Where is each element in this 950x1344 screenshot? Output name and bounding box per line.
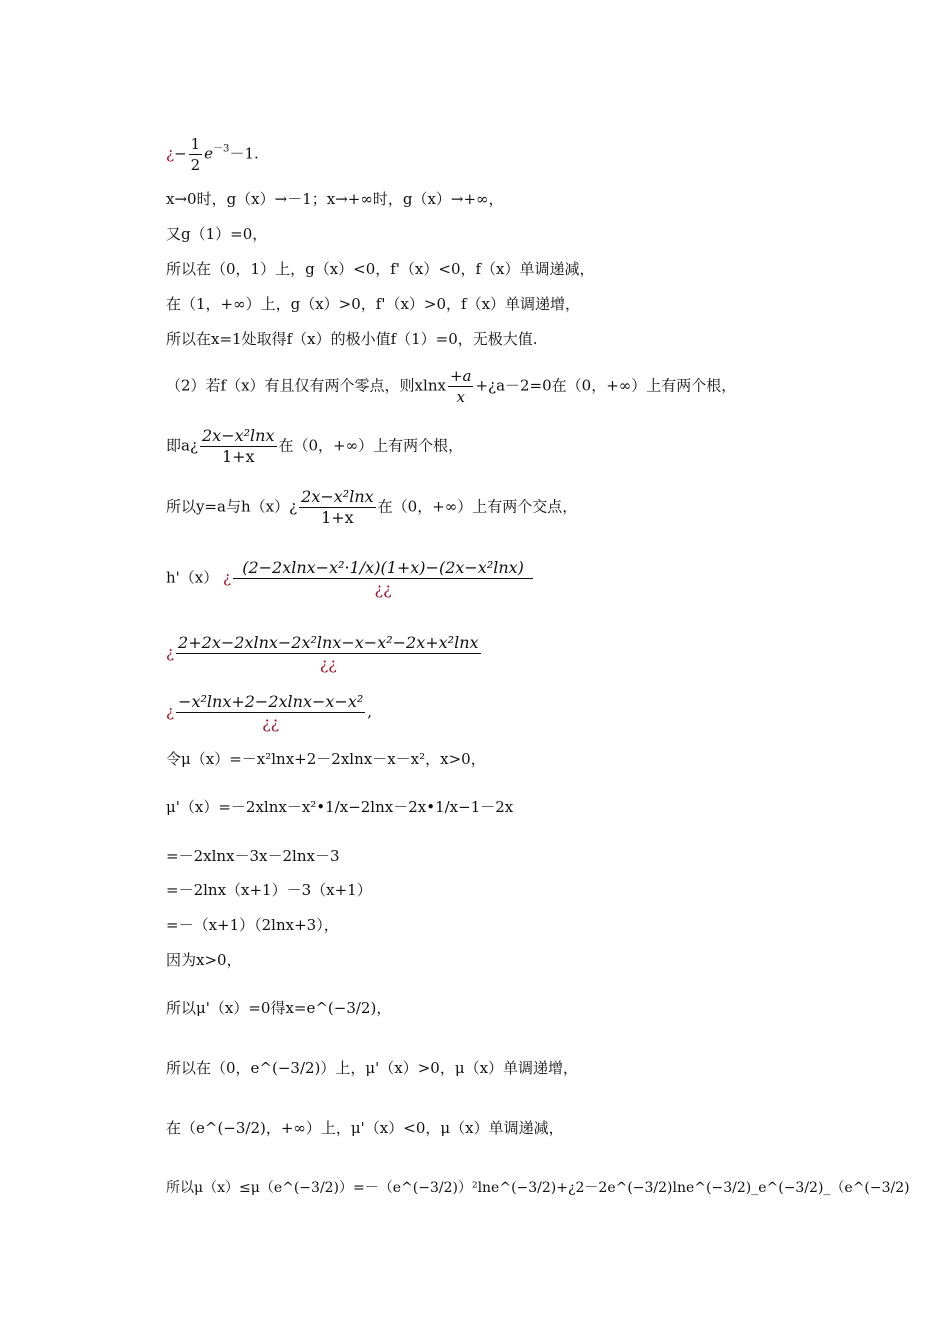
fraction-derivative-1: (2−2xlnx−x²·1/x)(1+x)−(2x−x²lnx) ¿¿	[233, 558, 533, 599]
line-12: ¿ −x²lnx+2−2xlnx−x−x² ¿¿ ,	[166, 692, 373, 732]
line-11: ¿ 2+2x−2xlnx−2x²lnx−x−x²−2x+x²lnx ¿¿	[166, 633, 479, 673]
line-3: 又g（1）=0，	[166, 225, 268, 243]
line-4: 所以在（0，1）上，g（x）<0，f'（x）<0，f（x）单调递减，	[166, 260, 595, 278]
fraction-half: $\frac{1}{2}$	[190, 135, 201, 174]
line-21: 在（e^(−3/2)，+∞）上，μ'（x）<0，μ（x）单调递减，	[166, 1119, 564, 1137]
fraction-h2: $\frac{\text{2x−x²lnx}}{1+x}$	[301, 487, 374, 527]
line-18: 因为x>0，	[166, 951, 242, 969]
line-5: 在（1，+∞）上，g（x）>0，f'（x）>0，f（x）单调递增，	[166, 295, 581, 313]
line-6: 所以在x=1处取得f（x）的极小值f（1）=0，无极大值.	[166, 330, 538, 348]
line-9: 所以y=a与h（x）¿ $\frac{\text{2x−x²lnx}}{1+x}$ 在（0，+∞）上有两个交点，	[166, 487, 578, 527]
line-20: 所以在（0，e^(−3/2)）上，μ'（x）>0，μ（x）单调递增，	[166, 1059, 579, 1077]
fraction-derivative-3: −x²lnx+2−2xlnx−x−x² ¿¿	[178, 692, 364, 732]
line-1: ¿− $\frac{1}{2}$ $e^{-3}-1$.	[166, 135, 259, 174]
fraction-derivative-2: 2+2x−2xlnx−2x²lnx−x−x²−2x+x²lnx ¿¿	[178, 633, 479, 673]
fraction-a-over-x: $\frac{+a}{x}$	[449, 367, 472, 406]
line-14: μ'（x）=－2xlnx－x²•1/x−2lnx－2x•1/x−1－2x	[166, 798, 514, 816]
line-10: h'（x） ¿ (2−2xlnx−x²·1/x)(1+x)−(2x−x²lnx) ¿¿	[166, 558, 535, 599]
line-16: =－2lnx（x+1）－3（x+1）	[166, 881, 372, 899]
line-22: 所以μ（x）≤μ（e^(−3/2)）=－（e^(−3/2)）²lne^(−3/2)+¿2－2e^(−3/2)lne^(−3/2)_e^(−3/2)_（e^(−3/2)	[166, 1180, 910, 1196]
line-19: 所以μ'（x）=0得x=e^(−3/2)，	[166, 999, 392, 1017]
line-17: =－（x+1）（2lnx+3），	[166, 916, 339, 934]
line-13: 令μ（x）=－x²lnx+2－2xlnx－x－x²，x>0，	[166, 750, 486, 768]
line-7: （2）若f（x）有且仅有两个零点，则xlnx $\frac{+a}{x}$ +¿a－2=0在（0，+∞）上有两个根，	[166, 367, 737, 406]
fraction-h: $\frac{\text{2x−x²lnx}}{1+x}$	[202, 426, 275, 466]
line-2: x→0时，g（x）→－1；x→+∞时，g（x）→+∞，	[166, 190, 504, 208]
line-8: 即a¿ $\frac{\text{2x−x²lnx}}{1+x}$ 在（0，+∞）上有两个根，	[166, 426, 464, 466]
line-15: =－2xlnx－3x－2lnx－3	[166, 847, 340, 865]
